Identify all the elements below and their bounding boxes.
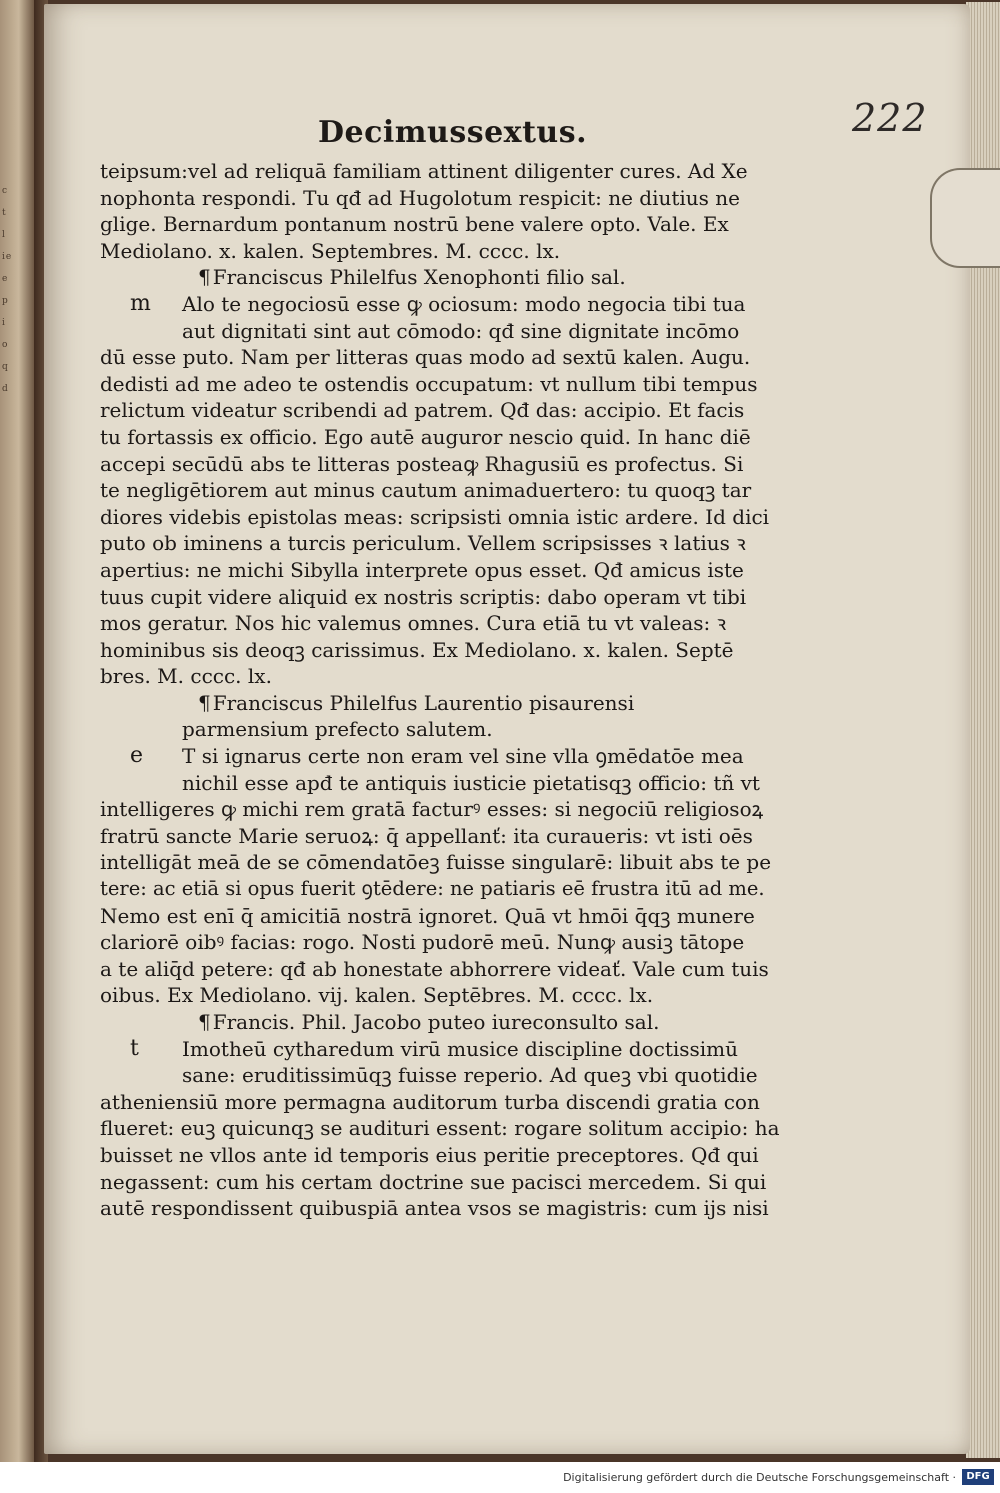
text-line-with-initial <box>100 743 780 770</box>
line-text: bres. M. cccc. lx. <box>100 664 272 689</box>
left-page-fragment <box>2 180 22 400</box>
text-line <box>100 584 780 611</box>
line-text: intelligeres ꝙ michi rem gratā facturꝰ esses: si negociū religiosoꝝ <box>100 797 764 822</box>
line-text: Nemo est enī q̄ amicitiā nostrā ignoret. Quā vt hmōi q̄qꝫ munere <box>100 903 755 928</box>
text-line <box>100 1142 780 1169</box>
text-line <box>100 1169 780 1196</box>
text-line <box>100 610 780 637</box>
line-text: puto ob iminens a turcis periculum. Vellem scripsisses ꝛ latius ꝛ <box>100 531 746 556</box>
text-line-with-initial <box>100 291 780 318</box>
line-text: te negligētiorem aut minus cautum animaduertero: tu quoqꝫ tar <box>100 478 752 503</box>
paragraph-mark-icon: ¶ <box>198 1010 211 1034</box>
line-text: parmensium prefecto salutem. <box>182 717 493 742</box>
text-line <box>100 158 780 185</box>
text-line <box>100 929 780 956</box>
line-text: Franciscus Philelfus Laurentio pisaurensi <box>212 690 635 715</box>
footer-credit: Digitalisierung gefördert durch die Deutsche Forschungsgemeinschaft · <box>563 1471 956 1484</box>
text-line <box>100 451 780 478</box>
line-text: Franciscus Philelfus Xenophonti filio sal. <box>212 265 626 290</box>
text-line <box>100 397 780 424</box>
line-text: mos geratur. Nos hic valemus omnes. Cura etiā tu vt valeas: ꝛ <box>100 611 727 636</box>
text-line <box>100 982 780 1009</box>
line-text: Francis. Phil. Jacobo puteo iureconsulto sal. <box>212 1010 660 1034</box>
text-line <box>100 211 780 238</box>
running-head: Decimussextus. <box>318 115 588 150</box>
text-line <box>100 238 780 265</box>
left-page-letter: ie <box>2 252 13 262</box>
text-line <box>100 876 780 903</box>
text-line <box>100 344 780 371</box>
text-line <box>100 557 780 584</box>
line-text: tuus cupit videre aliquid ex nostris scriptis: dabo operam vt tibi <box>100 584 747 609</box>
line-text: teipsum:vel ad reliquā familiam attinent diligenter cures. Ad Xe <box>100 159 748 183</box>
line-text: aut dignitati sint aut cōmodo: qđ sine dignitate incōmo <box>182 318 740 343</box>
text-line <box>100 1195 780 1222</box>
line-text: autē respondissent quibuspiā antea vsos se magistris: cum ijs nisi <box>100 1196 769 1221</box>
left-page-letter: c <box>2 186 9 196</box>
line-text: Mediolano. x. kalen. Septembres. M. cccc. lx. <box>100 238 561 263</box>
line-text: a te aliq̄d petere: qđ ab honestate abhorrere videať. Vale cum tuis <box>100 956 769 981</box>
line-text: diores videbis epistolas meas: scripsisti omnia istic ardere. Id dici <box>100 504 770 529</box>
text-line <box>100 185 780 212</box>
page-tab <box>930 168 1000 268</box>
line-text: relictum videatur scribendi ad patrem. Qđ das: accipio. Et facis <box>100 398 745 423</box>
text-line-with-initial <box>100 1036 780 1063</box>
line-text: clariorē oibꝰ facias: rogo. Nosti pudorē meū. Nunꝙ ausiꝫ tātope <box>100 930 745 955</box>
text-line <box>100 504 780 531</box>
line-text: flueret: euꝫ quicunqꝫ se audituri essent: rogare solitum accipio: ha <box>100 1116 780 1141</box>
left-page-letter: i <box>2 318 6 328</box>
left-page-letter: q <box>2 362 9 372</box>
text-line <box>100 371 780 398</box>
left-page-edge <box>0 0 34 1462</box>
line-text: dedisti ad me adeo te ostendis occupatum: vt nullum tibi tempus <box>100 371 758 396</box>
line-text: sane: eruditissimūqꝫ fuisse reperio. Ad queꝫ vbi quotidie <box>182 1063 758 1088</box>
line-text: buisset ne vllos ante id temporis eius peritie preceptores. Qđ qui <box>100 1142 759 1167</box>
line-text: tere: ac etiā si opus fuerit ꝯtēdere: ne patiaris eē frustra itū ad me. <box>100 877 765 901</box>
text-line <box>100 903 780 930</box>
text-line <box>100 424 780 451</box>
left-page-letter: p <box>2 296 9 306</box>
left-page-letter: t <box>2 208 7 218</box>
guide-letter: t <box>130 1035 139 1061</box>
text-line <box>100 796 780 823</box>
text-line <box>100 1089 780 1116</box>
line-text: apertius: ne michi Sibylla interprete opus esset. Qđ amicus iste <box>100 557 744 582</box>
text-line <box>100 477 780 504</box>
text-line <box>100 663 780 690</box>
text-line <box>100 770 780 797</box>
line-text: glige. Bernardum pontanum nostrū bene valere opto. Vale. Ex <box>100 212 729 237</box>
left-page-letter: e <box>2 274 9 284</box>
left-page-letter: l <box>2 230 6 240</box>
line-text: negassent: cum his certam doctrine sue pacisci mercedem. Si qui <box>100 1169 767 1194</box>
letter-heading <box>100 1009 780 1036</box>
text-line <box>100 823 780 850</box>
line-text: Alo te negociosū esse ꝙ ociosum: modo negocia tibi tua <box>182 291 746 316</box>
text-line <box>100 318 780 345</box>
line-text: atheniensiū more permagna auditorum turba discendi gratia con <box>100 1089 760 1114</box>
line-text: nichil esse apđ te antiquis iusticie pietatisqꝫ officio: tñ vt <box>182 770 760 795</box>
text-line <box>100 1062 780 1089</box>
folio-number: 222 <box>852 96 928 140</box>
guide-letter: m <box>130 290 151 316</box>
line-text: tu fortassis ex officio. Ego autē auguror nescio quid. In hanc diē <box>100 424 751 449</box>
paragraph-mark-icon: ¶ <box>198 690 211 715</box>
letter-heading <box>100 690 780 717</box>
dfg-logo[interactable]: DFG <box>962 1469 994 1485</box>
left-page-letter: o <box>2 340 9 350</box>
footer <box>0 1462 1000 1493</box>
line-text: intelligāt meā de se cōmendatōeꝫ fuisse singularē: libuit abs te pe <box>100 850 772 875</box>
text-line <box>100 849 780 876</box>
text-line <box>100 530 780 557</box>
line-text: oibus. Ex Mediolano. vij. kalen. Septēbres. M. cccc. lx. <box>100 983 654 1008</box>
paragraph-mark-icon: ¶ <box>198 265 211 290</box>
line-text: accepi secūdū abs te litteras posteaꝙ Rhagusiū es profectus. Si <box>100 451 744 476</box>
letter-heading <box>100 264 780 291</box>
text-block <box>100 158 780 1222</box>
line-text: dū esse puto. Nam per litteras quas modo ad sextū kalen. Augu. <box>100 345 751 370</box>
line-text: T si ignarus certe non eram vel sine vlla ꝯmēdatōe mea <box>182 744 744 769</box>
text-line <box>100 956 780 983</box>
text-line <box>100 637 780 664</box>
left-page-letter: d <box>2 384 9 394</box>
text-line <box>100 716 780 743</box>
line-text: fratrū sancte Marie seruoꝝ: q̄ appellanť: ita curaueris: vt isti oēs <box>100 823 753 848</box>
line-text: Imotheū cytharedum virū musice discipline doctissimū <box>182 1036 739 1061</box>
line-text: nophonta respondi. Tu qđ ad Hugolotum respicit: ne diutius ne <box>100 185 741 210</box>
text-line <box>100 1115 780 1142</box>
guide-letter: e <box>130 743 144 769</box>
line-text: hominibus sis deoqꝫ carissimus. Ex Mediolano. x. kalen. Septē <box>100 637 734 662</box>
